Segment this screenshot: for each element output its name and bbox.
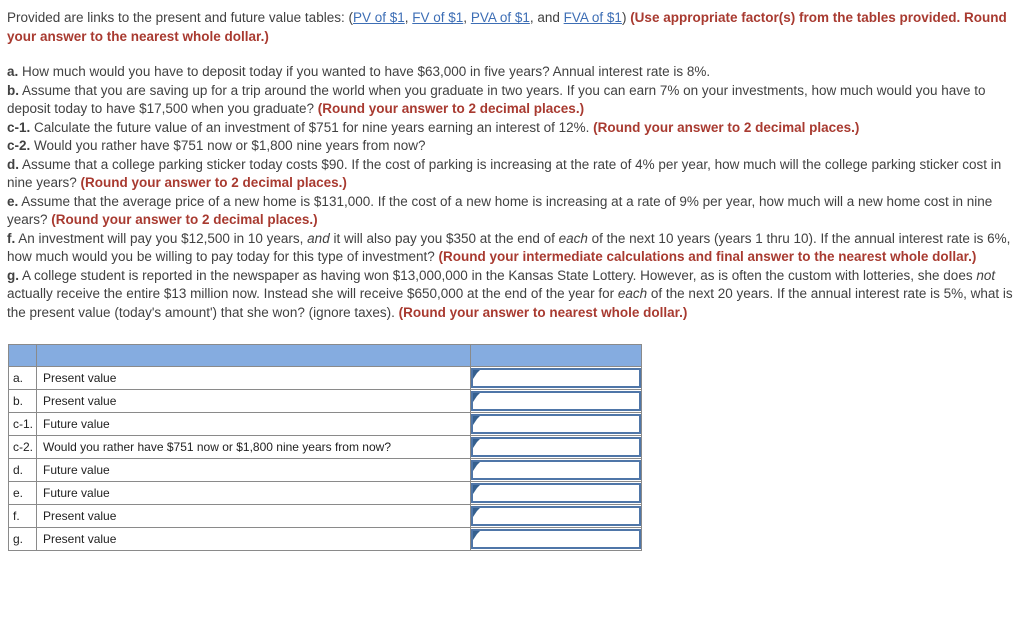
question-text: of the next 20 years. If the annual interest rate is 5%, what is the present value (today's amount') that she won? (ignore taxes). <box>7 286 1013 320</box>
answer-marker-icon <box>473 393 480 402</box>
fv-of-1-link[interactable]: FV of $1 <box>412 10 464 25</box>
intro-separator: , <box>404 10 413 25</box>
question-c1 <box>7 119 1016 138</box>
pv-of-1-link[interactable]: PV of $1 <box>352 10 405 25</box>
table-row-f <box>9 505 642 528</box>
row-description: Present value <box>37 390 471 413</box>
row-letter: c-1. <box>9 413 37 436</box>
answer-marker-icon <box>473 439 480 448</box>
answer-cell <box>471 413 642 436</box>
question-d <box>7 156 1016 193</box>
intro-paragraph <box>7 9 1016 46</box>
row-letter: a. <box>9 367 37 390</box>
answer-input[interactable] <box>471 506 641 526</box>
header-cell-letter <box>9 345 37 367</box>
rounding-note: (Round your answer to 2 decimal places.) <box>317 101 585 116</box>
questions-block <box>7 63 1016 322</box>
question-text: it will also pay you $350 at the end of <box>329 230 559 246</box>
answer-cell <box>471 459 642 482</box>
table-header-row <box>9 345 642 367</box>
intro-instruction-note: (Use appropriate factor(s) from the tables provided. Round your answer to the nearest whole dollar.) <box>7 10 1007 44</box>
rounding-note: (Round your intermediate calculations and final answer to the nearest whole dollar.) <box>438 249 977 264</box>
question-text: Assume that the average price of a new home is $131,000. If the cost of a new home is increasing at a rate of 9% per year, how much will a new home cost in nine years? <box>7 193 993 227</box>
row-description: Would you rather have $751 now or $1,800 nine years from now? <box>37 436 471 459</box>
question-label: b. <box>7 82 19 98</box>
question-c2 <box>7 137 1016 156</box>
row-letter: c-2. <box>9 436 37 459</box>
answer-cell <box>471 390 642 413</box>
answer-input[interactable] <box>471 483 641 503</box>
table-row-c2 <box>9 436 642 459</box>
answer-marker-icon <box>473 462 480 471</box>
answer-input[interactable] <box>471 529 641 549</box>
question-label: a. <box>7 64 19 79</box>
question-text: Assume that a college parking sticker today costs $90. If the cost of parking is increasing at the rate of 4% per year, how much will the college parking sticker cost in nine years? <box>7 156 1002 190</box>
row-description: Future value <box>37 413 471 436</box>
question-g <box>7 267 1016 323</box>
row-letter: d. <box>9 459 37 482</box>
question-text: Calculate the future value of an investment of $751 for nine years earning an interest of 12%. <box>30 119 594 135</box>
intro-separator: , and <box>529 10 564 25</box>
table-row-g <box>9 528 642 551</box>
question-label: c-2. <box>7 138 31 153</box>
question-f <box>7 230 1016 267</box>
question-label: g. <box>7 267 19 283</box>
rounding-note: (Round your answer to 2 decimal places.) <box>80 175 347 190</box>
answer-input[interactable] <box>471 391 641 411</box>
table-row-e <box>9 482 642 505</box>
question-label: d. <box>7 156 19 172</box>
table-row-c1 <box>9 413 642 436</box>
intro-separator: , <box>463 10 471 25</box>
header-cell-description <box>37 345 471 367</box>
rounding-note: (Round your answer to 2 decimal places.) <box>593 119 860 135</box>
row-description: Future value <box>37 459 471 482</box>
answer-marker-icon <box>473 531 480 540</box>
question-text: An investment will pay you $12,500 in 10 years, <box>15 230 308 246</box>
intro-suffix: ) <box>621 10 631 25</box>
question-text: of the next 10 years (years 1 thru 10). If the annual interest rate is 6%, how much would you be willing to pay today for this type of investment? <box>7 230 1011 264</box>
answer-cell <box>471 505 642 528</box>
answer-input[interactable] <box>471 460 641 480</box>
question-text: Assume that you are saving up for a trip around the world when you graduate in two years. If you can earn 7% on your investments, how much would you have to deposit today to have $17,500 when you graduate? <box>7 82 986 116</box>
answer-marker-icon <box>473 370 480 379</box>
table-row-b <box>9 390 642 413</box>
question-text: How much would you have to deposit today if you wanted to have $63,000 in five years? Annual interest rate is 8%. <box>18 64 711 79</box>
table-row-a <box>9 367 642 390</box>
row-letter: f. <box>9 505 37 528</box>
answer-input[interactable] <box>471 414 641 434</box>
question-e <box>7 193 1016 230</box>
italic-word: not <box>976 267 996 283</box>
answer-cell <box>471 367 642 390</box>
answer-cell <box>471 482 642 505</box>
answer-marker-icon <box>473 416 480 425</box>
row-description: Future value <box>37 482 471 505</box>
header-cell-answer <box>471 345 642 367</box>
question-label: c-1. <box>7 119 31 135</box>
answers-table <box>8 344 642 551</box>
answer-cell <box>471 528 642 551</box>
answer-marker-icon <box>473 508 480 517</box>
question-text: actually receive the entire $13 million now. Instead she will receive $650,000 at the end of the year for <box>7 286 618 301</box>
question-b <box>7 82 1016 119</box>
fva-of-1-link[interactable]: FVA of $1 <box>563 10 622 25</box>
table-row-d <box>9 459 642 482</box>
answer-input[interactable] <box>471 368 641 388</box>
question-a <box>7 63 1016 82</box>
italic-word: each <box>558 230 588 246</box>
row-letter: g. <box>9 528 37 551</box>
row-letter: e. <box>9 482 37 505</box>
answer-input[interactable] <box>471 437 641 457</box>
row-description: Present value <box>37 367 471 390</box>
question-label: f. <box>7 230 16 246</box>
intro-prefix: Provided are links to the present and future value tables: ( <box>7 10 353 25</box>
rounding-note: (Round your answer to 2 decimal places.) <box>51 212 318 227</box>
italic-word: each <box>617 286 648 301</box>
row-description: Present value <box>37 528 471 551</box>
row-letter: b. <box>9 390 37 413</box>
row-description: Present value <box>37 505 471 528</box>
pva-of-1-link[interactable]: PVA of $1 <box>470 10 530 25</box>
answer-cell <box>471 436 642 459</box>
answer-marker-icon <box>473 485 480 494</box>
italic-word: and <box>307 230 330 246</box>
question-label: e. <box>7 193 19 209</box>
question-text: A college student is reported in the newspaper as having won $13,000,000 in the Kansas State Lottery. However, as is often the custom with lotteries, she does <box>19 267 977 283</box>
rounding-note: (Round your answer to nearest whole dollar.) <box>398 304 688 320</box>
question-text: Would you rather have $751 now or $1,800 nine years from now? <box>30 138 426 153</box>
